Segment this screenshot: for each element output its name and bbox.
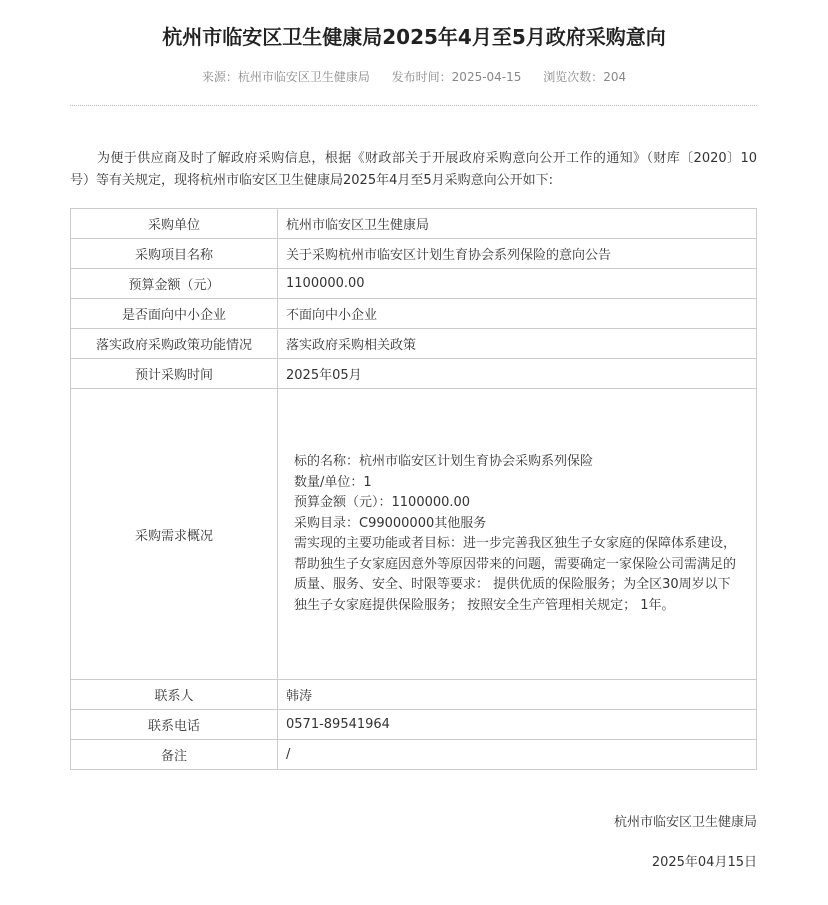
row-value: 落实政府采购相关政策 [278,329,757,359]
signature-org: 杭州市临安区卫生健康局 [613,815,757,830]
intro-paragraph: 为便于供应商及时了解政府采购信息，根据《财政部关于开展政府采购意向公开工作的通知》（财库〔2020〕10号）等有关规定，现将杭州市临安区卫生健康局2025年4月至5月采购意向公开如下: [70,151,757,188]
divider [70,105,757,106]
page-title: 杭州市临安区卫生健康局2025年4月至5月政府采购意向 [162,25,666,49]
table-row [71,680,757,710]
row-label: 采购项目名称 [71,239,278,269]
row-label: 预算金额（元） [71,269,278,299]
requirement-line: 标的名称：杭州市临安区计划生育协会采购系列保险 [294,454,594,469]
row-value: 1100000.00 [278,269,757,299]
row-label: 是否面向中小企业 [71,299,278,329]
row-value: 2025年05月 [278,359,757,389]
table-row [71,269,757,299]
meta-publish-time: 发布时间：2025-04-15 [391,70,522,84]
table-row [71,710,757,740]
table-row [71,389,757,680]
requirements-content [286,452,748,616]
table-row [71,329,757,359]
requirement-line: 预算金额（元）：1100000.00 [294,495,471,510]
requirement-line: 需实现的主要功能或者目标：进一步完善我区独生子女家庭的保障体系建设，帮助独生子女家庭因意外等原因带来的问题，需要确定一家保险公司需满足的质量、服务、安全、时限等要求： 提供优质的保险服务；为全区30周岁以下独生子女家庭提供保险服务； 按照安全生产管理相关规定； 1年。 [294,536,737,613]
row-label: 联系人 [71,680,278,710]
row-label: 采购需求概况 [71,389,278,680]
procurement-table [70,208,757,770]
row-value: 0571-89541964 [278,710,757,740]
row-label: 采购单位 [71,209,278,239]
table-row [71,209,757,239]
meta-source: 来源：杭州市临安区卫生健康局 [201,70,370,84]
requirements-cell [278,389,757,680]
row-label: 落实政府采购政策功能情况 [71,329,278,359]
row-value: 韩涛 [278,680,757,710]
table-row [71,740,757,770]
row-value: 不面向中小企业 [278,299,757,329]
article-meta [0,68,828,86]
row-value: / [278,740,757,770]
row-label: 预计采购时间 [71,359,278,389]
signature-date: 2025年04月15日 [651,855,757,870]
row-value: 杭州市临安区卫生健康局 [278,209,757,239]
meta-views: 浏览次数：204 [543,70,627,84]
row-value: 关于采购杭州市临安区计划生育协会系列保险的意向公告 [278,239,757,269]
table-row [71,239,757,269]
row-label: 联系电话 [71,710,278,740]
row-label: 备注 [71,740,278,770]
requirement-line: 数量/单位：1 [294,474,372,490]
table-row [71,299,757,329]
requirement-line: 采购目录：C99000000其他服务 [294,515,487,531]
table-row [71,359,757,389]
